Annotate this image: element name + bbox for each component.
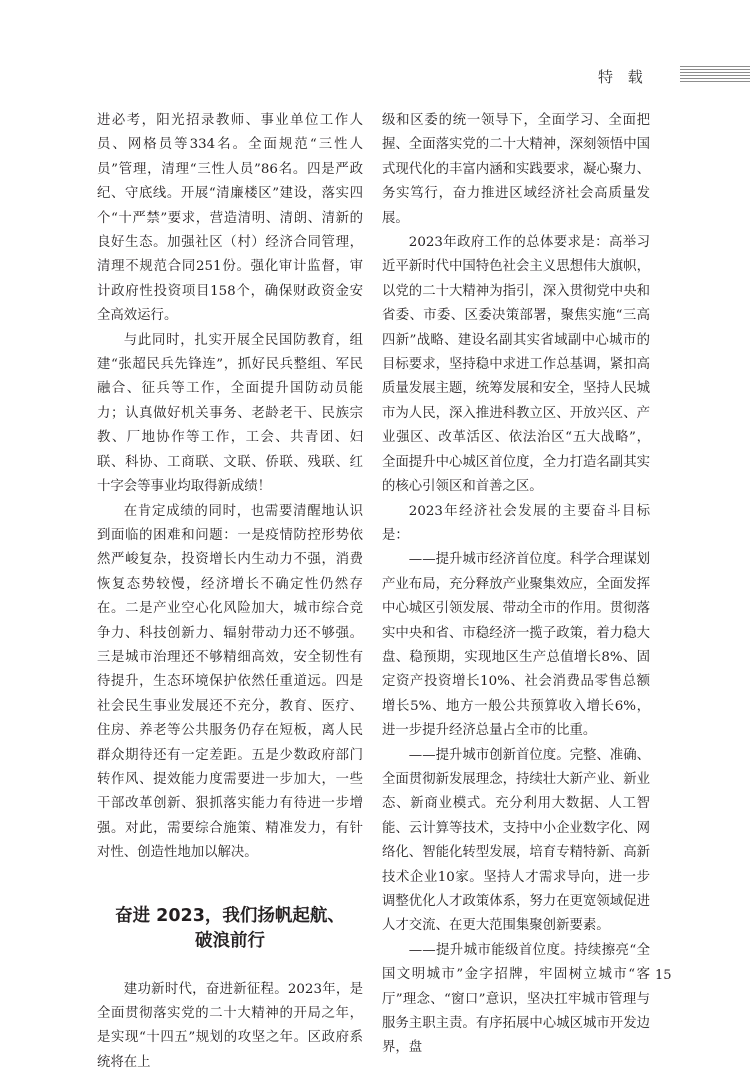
page-number: 15 [655,968,672,983]
paragraph: 建功新时代，奋进新征程。2023年，是全面贯彻落实党的二十大精神的开局之年，是实现“十四五”规划的攻坚之年。区政府系统将在上 [97,981,363,1070]
paragraph: 在肯定成绩的同时，也需要清醒地认识到面临的困难和问题：一是疫情防控形势依然严峻复杂，投资增长内生动力不强，消费恢复态势较慢，经济增长不确定性仍然存在。二是产业空心化风险加大，城市综合竞争力、科技创新力、辐射带动力还不够强。三是城市治理还不够精细高效，安全韧性有待提升，生态环境保护依然任重道远。四是社会民生事业发展还不充分，教育、医疗、住房、养老等公共服务仍存在短板，离人民群众期待还有一定差距。五是少数政府部门转作风、提效能力度需要进一步加大，一些干部改革创新、狠抓落实能力有待进一步增强。对此，需要综合施策、精准发力，有针对性、创造性地加以解决。 [97,503,363,861]
paragraph: 进必考，阳光招录教师、事业单位工作人员、网格员等334名。全面规范“三性人员”管理，清理“三性人员”86名。四是严政纪、守底线。开展“清廉楼区”建设，落实四个“十严禁”要求，营造清明、清朗、清新的良好生态。加强社区（村）经济合同管理，清理不规范合同251份。强化审计监督，审计政府性投资项目158个，确保财政资金安全高效运行。 [97,113,363,324]
right-column [382,109,650,1061]
header-rule-decoration [680,66,750,84]
paragraph: ——提升城市能级首位度。持续擦亮“全国文明城市”金字招牌，牢固树立城市“客厅”理念、“窗口”意识，坚决扛牢城市管理与服务主职主责。有序拓展中心城区城市开发边界，盘 [382,942,650,1056]
paragraph: ——提升城市经济首位度。科学合理谋划产业布局，充分释放产业聚集效应，全面发挥中心城区引领发展、带动全市的作用。贯彻落实中央和省、市稳经济一揽子政策，着力稳大盘、稳预期，实现地区生产总值增长8%、固定资产投资增长10%、社会消费品零售总额增长5%、地方一般公共预算收入增长6%，进一步提升经济总量占全市的比重。 [382,552,650,739]
paragraph: 与此同时，扎实开展全民国防教育，组建“张超民兵先锋连”，抓好民兵整组、军民融合、征兵等工作，全面提升国防动员能力；认真做好机关事务、老龄老干、民族宗教、厂地协作等工作，工会、共青团、妇联、科协、工商联、文联、侨联、残联、红十字会等事业均取得新成绩！ [97,332,363,495]
paragraph: 级和区委的统一领导下，全面学习、全面把握、全面落实党的二十大精神，深刻领悟中国式现代化的丰富内涵和实践要求，凝心聚力、务实笃行，奋力推进区域经济社会高质量发展。 [382,113,650,226]
section-heading [97,904,363,954]
left-paragraphs-after [97,978,363,1075]
left-column [97,109,363,1075]
section-heading-line-2: 破浪前行 [195,930,265,951]
section-label: 特 载 [598,68,648,86]
left-paragraphs-before [97,109,363,866]
paragraph: 2023年政府工作的总体要求是：高举习近平新时代中国特色社会主义思想伟大旗帜，以党的二十大精神为指引，深入贯彻党中央和省委、市委、区委决策部署，聚焦实施“三高四新”战略、建设名副其实省域副中心城市的目标要求，坚持稳中求进工作总基调，紧扣高质量发展主题，统筹发展和安全，坚持人民城市为人民，深入推进科教立区、开放兴区、产业强区、改革活区、依法治区“五大战略”，全面提升中心城区首位度，全力打造名副其实的核心引领区和首善之区。 [382,235,650,495]
paragraph: ——提升城市创新首位度。完整、准确、全面贯彻新发展理念，持续壮大新产业、新业态、新商业模式。充分利用大数据、人工智能、云计算等技术，支持中小企业数字化、网络化、智能化转型发展，培育专精特新、高新技术企业10家。坚持人才需求导向，进一步调整优化人才政策体系，努力在更宽领域促进人才交流、在更大范围集聚创新要素。 [382,747,650,934]
section-heading-line-1: 奋进 2023，我们扬帆起航、 [115,905,345,926]
paragraph: 2023年经济社会发展的主要奋斗目标是： [382,503,650,543]
